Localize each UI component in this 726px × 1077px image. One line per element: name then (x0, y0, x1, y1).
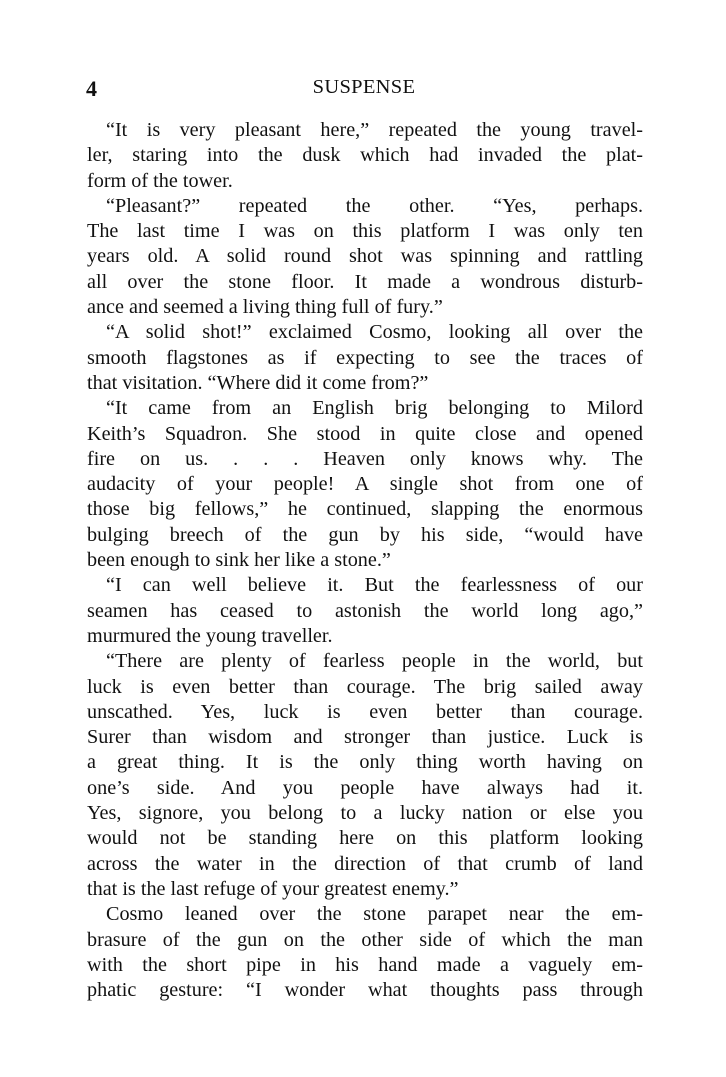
text-line: “A solid shot!” exclaimed Cosmo, looking all over the (106, 321, 643, 344)
running-title: SUSPENSE (312, 76, 416, 98)
text-line: phatic gesture: “I wonder what thoughts pass through (87, 979, 643, 1002)
text-line: “There are plenty of fearless people in the world, but (106, 650, 643, 673)
text-line: been enough to sink her like a stone.” (87, 549, 391, 572)
text-line: “It came from an English brig belonging to Milord (106, 397, 643, 420)
text-line: Surer than wisdom and stronger than justice. Luck is (87, 726, 643, 749)
text-line: all over the stone floor. It made a wondrous disturb- (87, 270, 643, 293)
page-number: 4 (86, 76, 97, 101)
text-line: “I can well believe it. But the fearlessness of our (106, 574, 643, 597)
text-line: Cosmo leaned over the stone parapet near the em- (106, 903, 643, 926)
text-line: form of the tower. (87, 169, 233, 192)
text-line: “Pleasant?” repeated the other. “Yes, perhaps. (106, 194, 643, 217)
text-line: audacity of your people! A single shot from one of (87, 473, 643, 496)
body-text (87, 118, 643, 1003)
text-line: ler, staring into the dusk which had invaded the plat- (87, 144, 643, 167)
page-header (86, 76, 642, 104)
text-line: across the water in the direction of that crumb of land (87, 852, 643, 875)
text-line: Yes, signore, you belong to a lucky nation or else you (87, 802, 643, 825)
text-line: brasure of the gun on the other side of which the man (87, 928, 643, 951)
text-line: smooth flagstones as if expecting to see the traces of (87, 346, 643, 369)
text-line: murmured the young traveller. (87, 624, 333, 647)
text-line: unscathed. Yes, luck is even better than courage. (87, 700, 643, 723)
text-line: The last time I was on this platform I was only ten (87, 220, 643, 243)
text-line: luck is even better than courage. The brig sailed away (87, 675, 643, 698)
text-line: seamen has ceased to astonish the world long ago,” (87, 599, 643, 622)
text-line: that is the last refuge of your greatest enemy.” (87, 877, 459, 900)
text-line: fire on us. . . . Heaven only knows why. The (87, 447, 643, 470)
text-line: bulging breech of the gun by his side, “would have (87, 523, 643, 546)
text-line: those big fellows,” he continued, slapping the enormous (87, 498, 643, 521)
text-line: one’s side. And you people have always had it. (87, 776, 643, 799)
text-line: ance and seemed a living thing full of fury.” (87, 296, 443, 319)
text-line: with the short pipe in his hand made a vaguely em- (87, 953, 643, 976)
text-line: years old. A solid round shot was spinning and rattling (87, 245, 643, 268)
text-line: “It is very pleasant here,” repeated the young travel- (106, 119, 643, 141)
text-line: Keith’s Squadron. She stood in quite close and opened (87, 422, 643, 445)
text-line: would not be standing here on this platform looking (87, 827, 643, 850)
text-line: a great thing. It is the only thing worth having on (87, 751, 643, 774)
text-line: that visitation. “Where did it come from?” (87, 371, 429, 394)
